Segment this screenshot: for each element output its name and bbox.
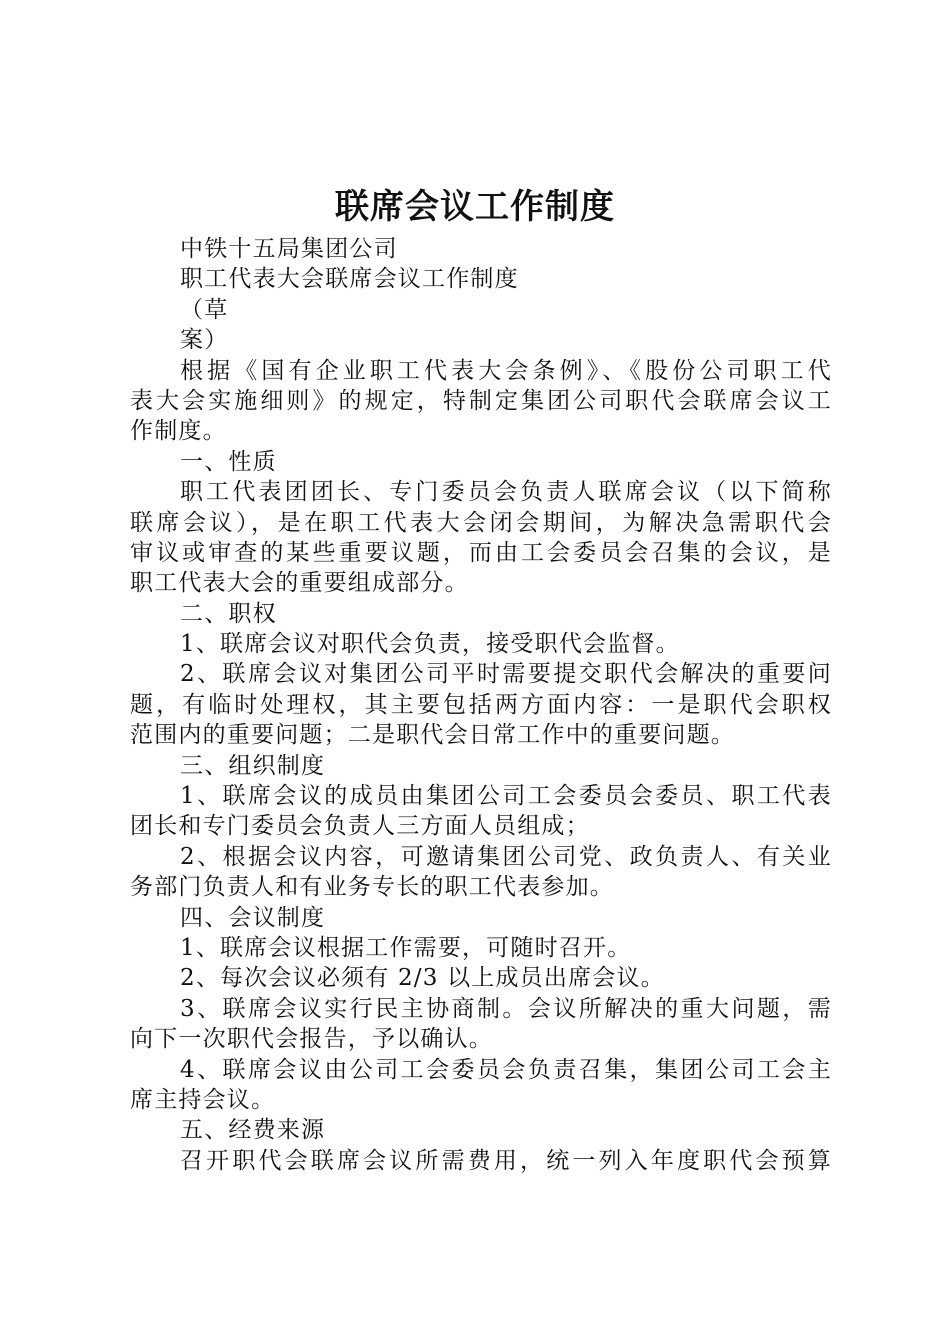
section-heading-organization: 三、组织制度 xyxy=(180,752,326,779)
nature-paragraph-line: 职工代表大会的重要组成部分。 xyxy=(130,570,469,597)
nature-paragraph-line: 职工代表团团长、专门委员会负责人联席会议（以下简称 xyxy=(180,479,832,506)
meetings-item-4-line: 4、联席会议由公司工会委员会负责召集，集团公司工会主 xyxy=(180,1056,832,1083)
intro-paragraph-line: 表大会实施细则》的规定，特制定集团公司职代会联席会议工 xyxy=(130,387,832,414)
authority-item-1: 1、联席会议对职代会负责，接受职代会监督。 xyxy=(180,631,680,658)
subtitle-line: 职工代表大会联席会议工作制度 xyxy=(180,266,519,293)
organization-item-2-line: 务部门负责人和有业务专长的职工代表参加。 xyxy=(130,874,614,901)
section-heading-meetings: 四、会议制度 xyxy=(180,904,326,931)
meetings-item-4-line: 席主持会议。 xyxy=(130,1086,276,1113)
draft-note-line-1: （草 xyxy=(180,296,229,323)
funding-paragraph-line: 召开职代会联席会议所需费用，统一列入年度职代会预算 xyxy=(180,1147,832,1174)
document-title: 联席会议工作制度 xyxy=(335,187,615,227)
meetings-item-1: 1、联席会议根据工作需要，可随时召开。 xyxy=(180,934,632,961)
nature-paragraph-line: 审议或审查的某些重要议题，而由工会委员会召集的会议，是 xyxy=(130,539,832,566)
section-heading-nature: 一、性质 xyxy=(180,448,277,475)
intro-paragraph-line: 根据《国有企业职工代表大会条例》、《股份公司职工代 xyxy=(180,357,832,384)
section-heading-authority: 二、职权 xyxy=(180,600,277,627)
authority-item-2-line: 题，有临时处理权，其主要包括两方面内容：一是职代会职权 xyxy=(130,691,832,718)
document-body xyxy=(130,234,832,1176)
org-name-line: 中铁十五局集团公司 xyxy=(180,236,398,262)
intro-paragraph-line: 作制度。 xyxy=(130,418,227,445)
organization-item-2-line: 2、根据会议内容，可邀请集团公司党、政负责人、有关业 xyxy=(180,843,832,870)
authority-item-2-line: 范围内的重要问题；二是职代会日常工作中的重要问题。 xyxy=(130,722,735,749)
authority-item-2-line: 2、联席会议对集团公司平时需要提交职代会解决的重要问 xyxy=(180,661,832,688)
meetings-item-2: 2、每次会议必须有 2/3 以上成员出席会议。 xyxy=(180,965,665,992)
draft-note-line-2: 案） xyxy=(180,327,229,354)
meetings-item-3-line: 3、联席会议实行民主协商制。会议所解决的重大问题，需 xyxy=(180,995,832,1022)
nature-paragraph-line: 联席会议），是在职工代表大会闭会期间，为解决急需职代会 xyxy=(130,509,832,536)
meetings-item-3-line: 向下一次职代会报告，予以确认。 xyxy=(130,1026,493,1053)
organization-item-1-line: 团长和专门委员会负责人三方面人员组成； xyxy=(130,813,590,840)
organization-item-1-line: 1、联席会议的成员由集团公司工会委员会委员、职工代表 xyxy=(180,783,832,810)
section-heading-funding: 五、经费来源 xyxy=(180,1117,326,1144)
